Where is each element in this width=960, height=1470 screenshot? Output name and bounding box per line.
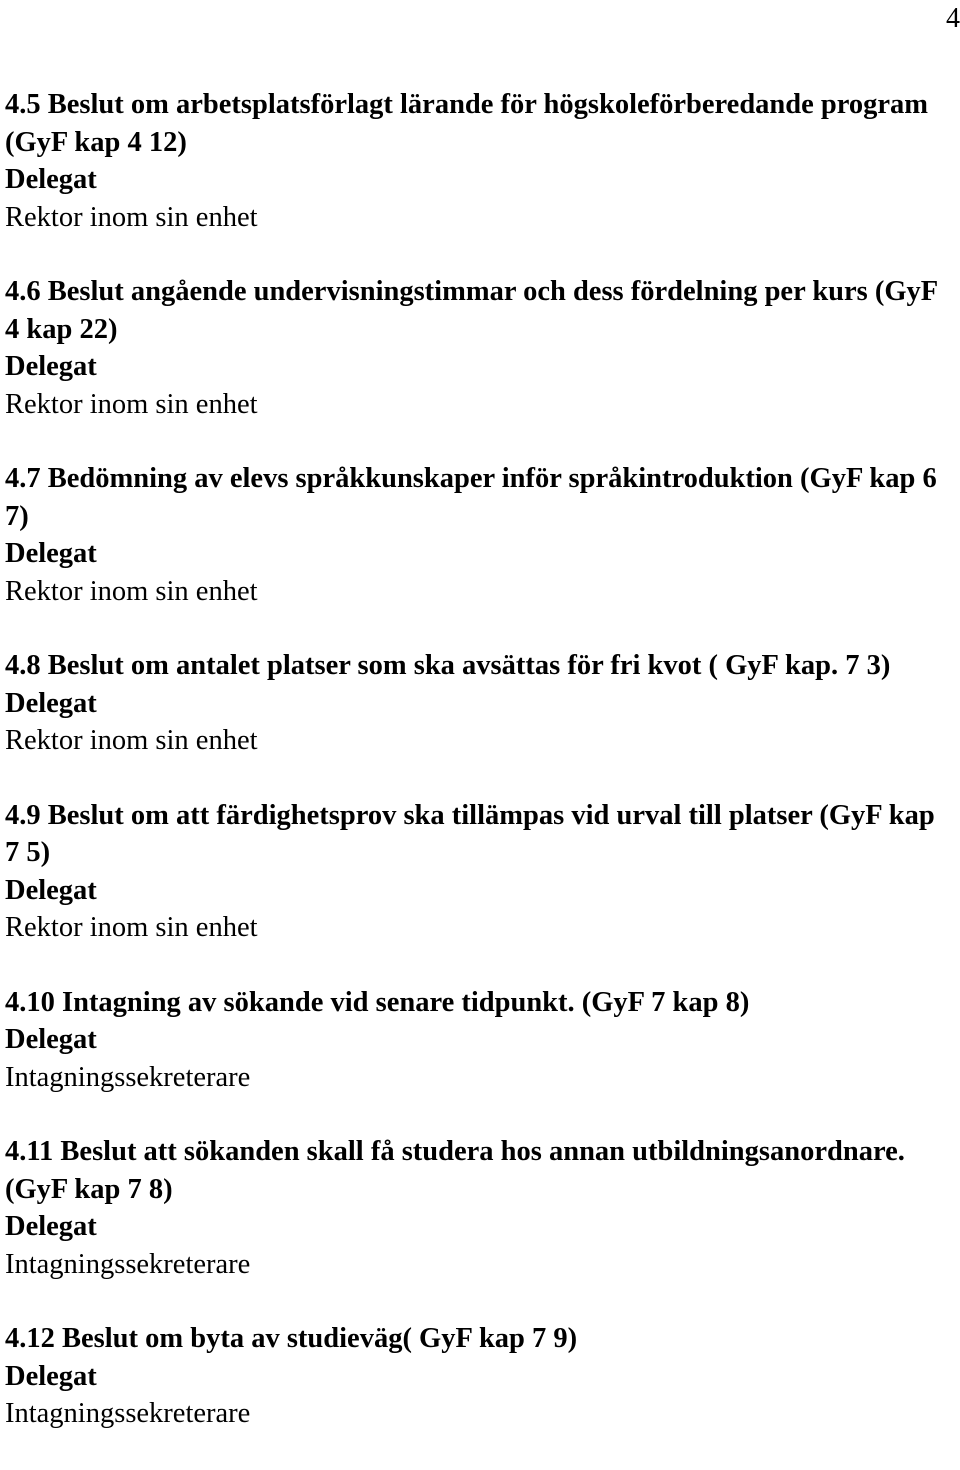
delegate-label: Delegat [5,687,97,719]
delegation-section [5,984,950,1097]
delegate-label: Delegat [5,1360,97,1392]
section-heading: 4.5 Beslut om arbetsplatsförlagt lärande för högskoleförberedande program (GyF kap 4 12) [5,89,929,158]
delegation-section [5,1320,950,1433]
delegate-value: Intagningssekreterare [5,1061,251,1093]
section-heading: 4.10 Intagning av sökande vid senare tidpunkt. (GyF 7 kap 8) [5,986,750,1018]
delegate-label: Delegat [5,351,97,382]
delegate-value: Rektor inom sin enhet [5,201,258,233]
delegate-label: Delegat [5,538,97,569]
document-body [5,86,950,1470]
section-heading: 4.6 Beslut angående undervisningstimmar och dess fördelning per kurs (GyF 4 kap 22) [5,276,938,345]
delegate-label: Delegat [5,1024,97,1055]
delegation-section [5,86,950,236]
page-number: 4 [946,3,960,34]
delegate-value: Rektor inom sin enhet [5,912,258,943]
delegate-value: Rektor inom sin enhet [5,725,258,756]
section-heading: 4.9 Beslut om att färdighetsprov ska tillämpas vid urval till platser (GyF kap 7 5) [5,799,935,868]
section-heading: 4.12 Beslut om byta av studieväg( GyF kap 7 9) [5,1323,578,1354]
delegation-section [5,273,950,423]
section-heading: 4.7 Bedömning av elevs språkkunskaper inför språkintroduktion (GyF kap 6 7) [5,463,937,532]
delegate-label: Delegat [5,874,97,906]
delegation-section [5,797,950,947]
section-heading: 4.11 Beslut att sökanden skall få studera hos annan utbildningsanordnare. (GyF kap 7 8) [5,1136,905,1205]
delegate-value: Rektor inom sin enhet [5,388,258,420]
delegation-section [5,1133,950,1283]
delegate-label: Delegat [5,164,97,195]
delegate-label: Delegat [5,1211,97,1242]
delegate-value: Intagningssekreterare [5,1398,251,1429]
section-heading: 4.8 Beslut om antalet platser som ska avsättas för fri kvot ( GyF kap. 7 3) [5,650,891,681]
delegation-section [5,647,950,760]
delegation-section [5,460,950,610]
delegate-value: Intagningssekreterare [5,1248,251,1280]
delegate-value: Rektor inom sin enhet [5,575,258,607]
